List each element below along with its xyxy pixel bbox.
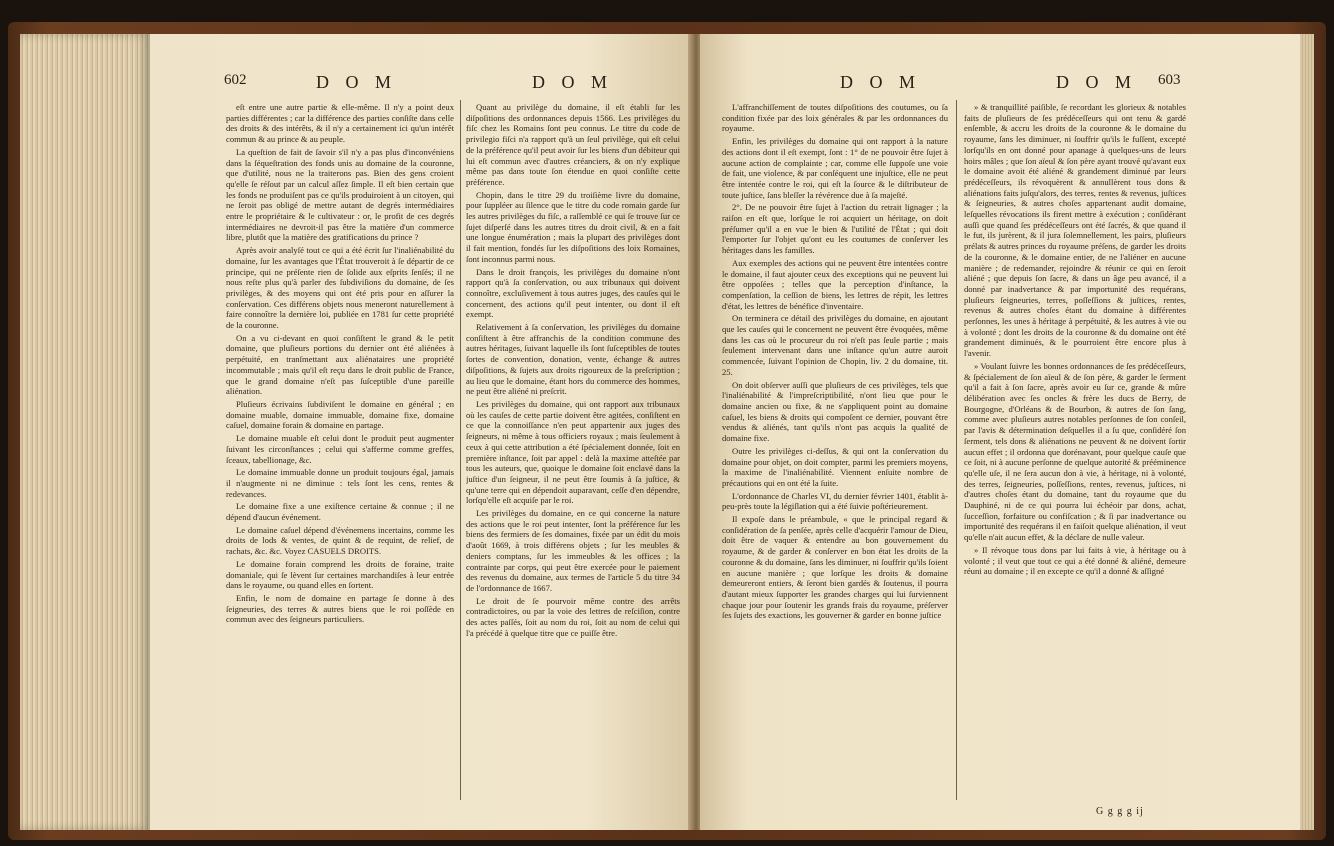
paragraph: Aux exemples des actions qui ne peuvent être intentées contre le domaine, il faut ajouter ceux des exceptions qui ne peuvent lui être oppoſées ; telles que la perception d'inſtance, la compenſation, la ceſſion de biens, les lettres de répit, les lettres d'état, les lettres de bénéfice d'inventaire. [722,257,948,311]
paragraph: Le domaine forain comprend les droits de foraine, traite domaniale, qui ſe lèvent ſur certaines marchandiſes à leur entrée dans le royaume, ou quand elles en ſortent. [226,558,454,591]
paragraph: L'ordonnance de Charles VI, du dernier février 1401, établit à-peu-près toute la légiſlation qui a été ſuivie poſtérieurement. [722,490,948,512]
paragraph: eſt entre une autre partie & elle-même. Il n'y a point deux parties différentes ; car la différence des parties conſiſte dans celle des droits & des intérêts, & il n'y a certainement ici qu'un intérêt commun & au prince & au peuple. [226,102,454,145]
paragraph: Le domaine muable eſt celui dont le produit peut augmenter ſuivant les circonſtances ; celui qui s'afferme comme greffes, ſceaux, tabellionage, &c. [226,433,454,465]
paragraph: Le domaine caſuel dépend d'événemens incertains, comme les droits de lods & ventes, de quint & de requint, de relief, de rachats, &c. &c. Voyez CASUELS DROITS. [226,524,454,557]
paragraph: 2°. De ne pouvoir être ſujet à l'action du retrait lignager ; la raiſon en eſt que, lorſque le roi acquiert un héritage, on doit préſumer qu'il a en vue le bien & l'utilité de l'État ; qui doit l'emporter ſur l'objet qu'ont eu les coutumes de conſerver les héritages dans les familles. [722,202,948,256]
paragraph: » Voulant ſuivre les bonnes ordonnances de ſes prédéceſſeurs, & ſpécialement de ſon aïeul & de ſon père, & garder le ſerment qu'il a fait à ſon ſacre, après avoir eu ſur ce, grande & mûre délibération avec ſes oncles & frère les ducs de Berry, de Bourgogne, d'Orléans & de Bourbon, & autres de ſon ſang, comme avec pluſieurs autres notables perſonnes de ſon conſeil, par l'avis & détermination deſquelles il a ſu que, conſidéré ſon ſerment, tels dons & aliénations ne peuvent & ne doivent ſortir aucun effet ; il ordonna que dorénavant, pour quelque cauſe que ce ſoit, ni à aucune perſonne de quelque autorité & prééminence qu'elle uſe, il ne ſera aucun don à vie, à héritage, ni à volonté, des terres, ſeigneuries, poſſeſſions, rentes, revenus, juſtices, ni d'autres choſes étant du domaine, tant du royaume que du Dauphiné, ni de ce qui pourra lui échéoir par dons, achat, ſucceſſion, forfaiture ou confiſcation ; & ſi par inadvertance ou importunité des requérans il en faiſoit quelque aliénation, il veut qu'elle n'ait aucun effet, & la déclare de nulle valeur. [964,360,1186,543]
paragraph: L'affranchiſſement de toutes diſpoſitions des coutumes, ou ſa condition fixée par des loix générales & par les ordonnances du royaume. [722,102,948,134]
right-headword-1: D O M [840,72,922,92]
paragraph: Le droit de ſe pourvoir même contre des arrêts contradictoires, ou par la voie des lettres de reſciſion, contre des actes paſſés, ſoit au nom du roi, ſoit au nom de celui qui l'a précédé à quelque titre que ce puiſſe être. [466,595,680,638]
paragraph: Chopin, dans le titre 29 du troiſième livre du domaine, pour ſuppléer au ſilence que le titre du code romain garde ſur les autres privilèges du fiſc, a raſſemblé ce qui ſe trouve ſur ce ſujet diſperſé dans les autres titres du droit civil, & en a fait une longue énumération ; mais la plupart des privilèges dont il fait mention, fondés ſur les diſpoſitions des loix Romaines, ſont inconnus parmi nous. [466,189,680,264]
paragraph: Relativement à ſa conſervation, les privilèges du domaine conſiſtent à être affranchis de la condition commune des autres héritages, ſuivant laquelle ils ſont ſuſceptibles de toutes ſortes de convention, donation, vente, échange & autres diſpoſitions, & ſujets aux droits rigoureux de la preſcription ; au lieu que le domaine, étant hors du commerce des hommes, ne peut être aliéné ni preſcrit. [466,322,680,397]
paragraph: Il expoſe dans le préambule, « que le principal regard & conſidération de ſa penſée, après celle d'acquérir l'amour de Dieu, doit être de vaquer & entendre au bon gouvernement du royaume, & de garder & conſerver en bon état les droits de la couronne & du domaine, ſans les diminuer, ni ſouffrir qu'ils ſoient en aucune manière ; que lorſque les droits & domaine demeureront entiers, & ſeront bien gardés & ſoutenus, il pourra d'autant mieux ſupporter les grandes charges qui lui ſurviennent chaque jour pour ſoutenir les grands frais du royaume, préſerver ſes ſujets des exactions, les gouverner & garder en bonne juſtice [722,514,948,621]
left-page-number: 602 [224,72,247,88]
paragraph: Après avoir analyſé tout ce qui a été écrit ſur l'inaliénabilité du domaine, ſur les avantages que l'État trouveroit à ſe départir de ce principe, qui ne préſente rien de ſolide aux eſprits ſenſés; il ne nous reſte plus qu'à parler des ſubdiviſions du domaine, de ſes privilèges, & des moyens qui ont été pris pour en aſſurer la conſervation. Ces différens objets nous meneront naturellement à faire connoître la dernière loi, publiée en 1781 ſur cette propriété de la couronne. [226,245,454,331]
right-page-number: 603 [1158,72,1181,88]
paragraph: Le domaine immuable donne un produit toujours égal, jamais il n'augmente ni ne diminue : tels ſont les cens, rentes & redevances. [226,467,454,499]
paragraph: Les privilèges du domaine, en ce qui concerne la nature des actions que le roi peut intenter, ſont la préférence ſur les biens des fermiers de ſes domaines, fixée par un édit du mois d'août 1669, à trois différens objets ; ſur les meubles & deniers comptans, ſur les immeubles & les offices ; la contrainte par corps, qui peut être exercée pour le paiement des revenus du domaine, aux termes de l'article 5 du titre 34 de l'ordonnance de 1667. [466,508,680,593]
left-headword-2: D O M [532,72,614,92]
paragraph: On doit obſerver auſſi que pluſieurs de ces privilèges, tels que l'inaliénabilité & l'impreſcriptibilité, n'ont lieu que pour le domaine ancien ou fixe, & ne s'appliquent point au domaine caſuel, les biens & droits qui compoſent ce dernier, pouvant être vendus & aliénés, tant qu'ils n'ont pas acquis la qualité de domaine fixe. [722,379,948,444]
right-page-column-2 [964,102,1186,802]
paragraph: Enfin, les privilèges du domaine qui ont rapport à la nature des actions dont il eſt exempt, ſont : 1° de ne pouvoir être ſujet à aucune action de complainte ; car, comme elle ſuppoſe une voie de fait, une violence, & par conſéquent une injuſtice, elle ne peut être intentée contre le roi, qui eſt la ſource & le diſtributeur de toute juſtice, ſans bleſſer la révérence due à ſa majeſté. [722,136,948,200]
page-edges-right [1300,34,1314,830]
left-page-column-1 [226,102,454,802]
left-headword-1: D O M [316,72,398,92]
right-headword-2: D O M [1056,72,1138,92]
paragraph: » Il révoque tous dons par lui faits à vie, à héritage ou à volonté ; il veut que tout ce qui a été donné & aliéné, demeure réuni au domaine ; il en excepte ce qu'il a donné & aſſigné [964,544,1186,577]
paragraph: Pluſieurs écrivains ſubdiviſent le domaine en général ; en domaine muable, domaine immuable, domaine fixe, domaine caſuel, domaine forain & domaine en partage. [226,398,454,431]
paragraph: Dans le droit françois, les privilèges du domaine n'ont rapport qu'à ſa conſervation, ou aux tribunaux qui doivent connoître, excluſivement à tous autres juges, des cauſes qui le concernent, des actions qu'il peut intenter, ou dont il eſt exempt. [466,266,680,320]
paragraph: On terminera ce détail des privilèges du domaine, en ajoutant que les cauſes qui le concernent ne peuvent être évoquées, même dans les cas où le procureur du roi n'eſt pas ſeule partie ; mais ſeulement intervenant dans une inſtance qu'un autre auroit commencée, ſuivant l'opinion de Chopin, liv. 2 du domaine, tit. 25. [722,313,948,377]
paragraph: » & tranquillité paiſible, ſe recordant les glorieux & notables faits de pluſieurs de ſes prédéceſſeurs qui ont tenu & gardé enſemble, & accru les droits de la couronne & le domaine du royaume, ſans les diminuer, ni ſouffrir qu'ils le fuſſent, excepté lorſqu'ils en ont donné pour apanage à quelques-uns de leurs hoirs mâles ; que ſon aïeul & ſon père ayant trouvé qu'avant eux le domaine avoit été aliéné & grandement diminué par leurs prédéceſſeurs, ils révoquèrent & annullèrent tous dons & aliénations faits juſqu'alors, des terres, rentes & revenus, juſtices & ſeigneuries, & autres choſes appartenant audit domaine, leſquelles révocations ils firent mettre à exécution ; conſidérant auſſi que quand ſes prédéceſſeurs ont été ſacrés, & que quand il le fut, ils jurèrent, & il jura ſolemnellement, les pairs, pluſieurs prélats & autres princes du royaume préſens, de garder les droits de la couronne, & le domaine entier, de ne l'aliéner en aucune manière ; de redemander, rejoindre & réunir ce qui en ſeroit aliéné ; que depuis ſon ſacre, & dans un âge peu avancé, il a donné par inadvertance & par importunité des requérans, pluſieurs ſeigneuries, terres, poſſeſſions & juſtices, rentes, revenus & autres choſes étant du domaine à différentes perſonnes, les unes à héritage à perpétuité, & les autres à vie ou à volonté ; dont les droits de la couronne & du domaine ont été grandement diminués, & le pourroient être encore plus à l'avenir. [964,102,1186,359]
paragraph: Enfin, le nom de domaine en partage ſe donne à des ſeigneuries, des terres & autres biens que le roi poſſède en commun avec des ſeigneurs particuliers. [226,592,454,625]
paragraph: Le domaine fixe a une exiſtence certaine & connue ; il ne dépend d'aucun événement. [226,501,454,523]
paragraph: Quant au privilège du domaine, il eſt établi ſur les diſpoſitions des ordonnances depuis 1566. Les privilèges du fiſc chez les Romains ſont peu connus. Le titre du code de privilegio fiſci n'a rapport qu'à un ſeul privilège, qui eſt celui de la préférence qu'il peut avoir ſur les biens d'un débiteur qui lui eſt commun avec d'autres créanciers, & on n'y explique même pas dans toute ſon étendue en quoi conſiſte cette préférence. [466,102,680,187]
paragraph: Les privilèges du domaine, qui ont rapport aux tribunaux où les cauſes de cette partie doivent être agitées, conſiſtent en ce que la connoiſſance n'en peut appartenir aux juges des ſeigneurs, ni même à tous officiers royaux ; mais ſeulement à ceux à qui cette attribution a été ſpécialement donnée, ſoit en première inſtance, ſoit par appel : delà la maxime atteſtée par tous les auteurs, que, quoique le domaine ſoit enclavé dans la juſtice d'un ſeigneur, il ne peut être ſoumis à ſa juſtice, & qu'une terre qui en dépendoit auparavant, ceſſe d'en dépendre, lorſqu'elle eſt acquiſe par le roi. [466,398,680,506]
signature-mark: G g g g ij [1096,806,1144,817]
left-page-column-2 [466,102,680,802]
right-page [700,34,1300,830]
paragraph: Outre les privilèges ci-deſſus, & qui ont la conſervation du domaine pour objet, on doit compter, parmi les premiers moyens, la maxime de l'inaliénabilité. Viennent enſuite nombre de précautions qui en ont été la ſuite. [722,445,948,488]
column-rule [956,100,957,800]
page-edges-left [20,34,150,830]
paragraph: La queſtion de fait de ſavoir s'il n'y a pas plus d'inconvéniens dans la ſéqueſtration des fonds unis au domaine de la couronne, que d'utilité, nous ne la traiterons pas. Bien des gens croient qu'elle ſe réſout par un calcul aſſez ſimple. Il eſt bien certain que les fonds ne produiſent pas ce qu'ils produiroient à un citoyen, qui ne ſeroit pas obligé de mettre autant de degrés intermédiaires entre le propriétaire & le cultivateur : or, le profit de ces degrés intermédiaires ne devroit-il pas être la matière d'un commerce libre, plutôt que la matière des gratifications du prince ? [226,146,454,243]
paragraph: On a vu ci-devant en quoi conſiſtent le grand & le petit domaine, que pluſieurs portions du dernier ont été aliénées à perpétuité, en tranſmettant aux aliénataires une propriété incommutable ; mais qu'il eſt reçu dans le droit public de France, que le grand domaine n'eſt pas ſuſceptible d'une pareille aliénation. [226,332,454,397]
right-page-column-1 [722,102,948,802]
left-page [150,34,692,830]
column-rule [460,100,461,800]
